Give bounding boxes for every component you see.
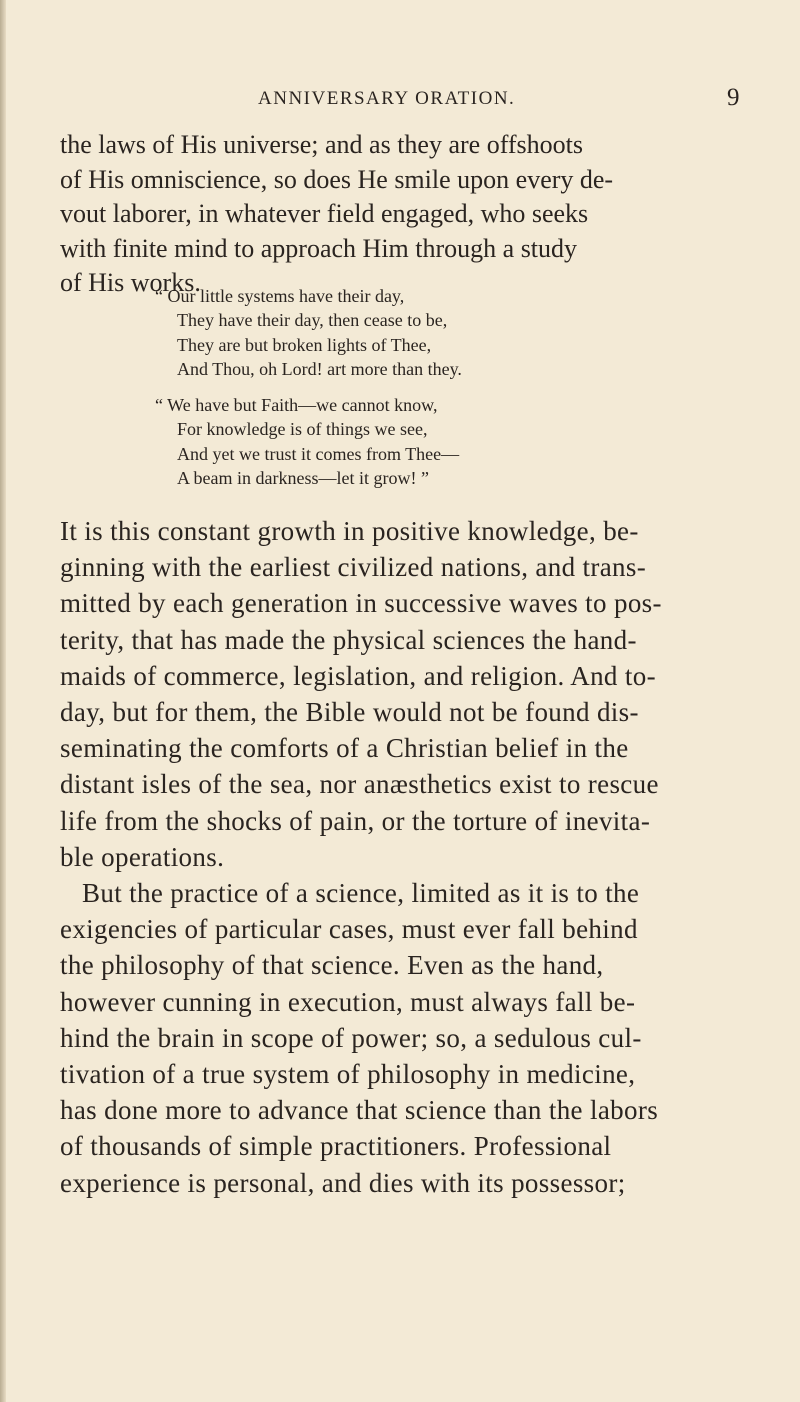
text-line: experience is personal, and dies with its possessor;	[60, 1167, 626, 1198]
text-line: with finite mind to approach Him through a study	[60, 233, 578, 263]
verse-line: And Thou, oh Lord! art more than they.	[177, 358, 462, 379]
text-line: life from the shocks of pain, or the torture of inevita-	[60, 805, 651, 836]
verse-stanza-2	[155, 393, 459, 490]
text-line: maids of commerce, legislation, and religion. And to-	[60, 660, 656, 691]
verse-line: For knowledge is of things we see,	[177, 419, 428, 440]
verse-line: “ Our little systems have their day,	[155, 286, 405, 306]
page-number: 9	[727, 84, 740, 111]
text-line: ble operations.	[60, 841, 225, 872]
text-line: terity, that has made the physical sciences the hand-	[60, 624, 637, 655]
verse-line: A beam in darkness—let it grow! ”	[177, 467, 429, 488]
text-line: hind the brain in scope of power; so, a sedulous cul-	[60, 1022, 642, 1053]
text-line: mitted by each generation in successive waves to pos-	[60, 588, 662, 619]
verse-line: They have their day, then cease to be,	[177, 310, 448, 331]
text-line: seminating the comforts of a Christian belief in the	[60, 733, 629, 764]
text-line: vout laborer, in whatever field engaged, who seeks	[60, 199, 589, 228]
running-head: ANNIVERSARY ORATION.	[258, 88, 516, 109]
text-line: It is this constant growth in positive knowledge, be-	[60, 516, 639, 546]
text-line: But the practice of a science, limited as it is to the	[82, 878, 640, 909]
body-text	[60, 513, 750, 1201]
text-line: the laws of His universe; and as they are offshoots	[60, 130, 584, 159]
text-line: ginning with the earliest civilized nations, and trans-	[60, 552, 647, 583]
text-line: of thousands of simple practitioners. Professional	[60, 1131, 612, 1162]
opening-paragraph	[60, 128, 750, 301]
text-line: has done more to advance that science than the labors	[60, 1095, 659, 1126]
text-line: day, but for them, the Bible would not be found dis-	[60, 697, 639, 728]
verse-line: They are but broken lights of Thee,	[177, 334, 432, 355]
text-line: of His omniscience, so does He smile upon every de-	[60, 164, 614, 194]
verse-stanza-1	[155, 284, 462, 381]
verse-line: And yet we trust it comes from Thee—	[177, 443, 460, 464]
verse-line: “ We have but Faith—we cannot know,	[155, 395, 438, 415]
text-line: of His works.	[60, 268, 201, 297]
text-line: tivation of a true system of philosophy in medicine,	[60, 1059, 636, 1090]
text-line: distant isles of the sea, nor anæsthetics exist to rescue	[60, 769, 659, 800]
text-line: exigencies of particular cases, must ever fall behind	[60, 914, 638, 945]
text-line: however cunning in execution, must always fall be-	[60, 986, 636, 1017]
binding-edge	[0, 0, 6, 1402]
text-line: the philosophy of that science. Even as the hand,	[60, 950, 604, 981]
